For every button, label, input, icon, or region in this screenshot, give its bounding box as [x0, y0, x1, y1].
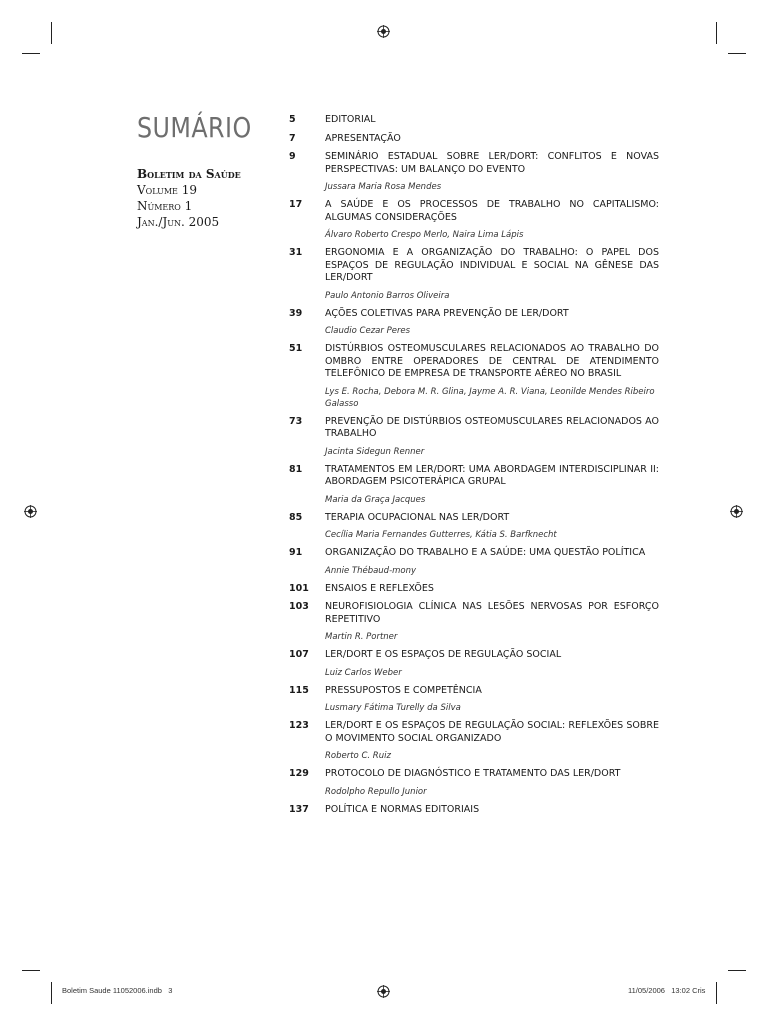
toc-page-number: 85	[289, 511, 303, 523]
publication-volume: Volume 19	[137, 183, 197, 197]
crop-mark-bottom-right-h	[728, 970, 746, 971]
toc-author: Claudio Cezar Peres	[325, 326, 411, 336]
toc-page-number: 123	[289, 720, 309, 731]
toc-title: SEMINÁRIO ESTADUAL SOBRE LER/DORT: CONFLITOS E NOVAS PERSPECTIVAS: UM BALANÇO DO EVENTO	[325, 151, 659, 175]
crop-mark-bottom-left-v	[51, 982, 52, 1004]
toc-author: Martin R. Portner	[325, 632, 398, 642]
table-of-contents	[289, 114, 659, 822]
crop-mark-top-left-v	[51, 22, 52, 44]
registration-mark-top-icon	[377, 25, 390, 38]
toc-page-number: 17	[289, 199, 303, 210]
toc-entry[interactable]	[289, 685, 659, 715]
toc-entry[interactable]	[289, 720, 659, 762]
toc-page-number: 9	[289, 151, 296, 162]
registration-mark-right-icon	[730, 505, 743, 518]
toc-author: Lys E. Rocha, Debora M. R. Glina, Jayme A. R. Viana, Leonilde Mendes Ribeiro Galasso	[325, 386, 655, 409]
toc-entry[interactable]	[289, 649, 659, 679]
toc-page-number: 101	[289, 582, 309, 594]
toc-entry[interactable]	[289, 547, 659, 577]
toc-title: TERAPIA OCUPACIONAL NAS LER/DORT	[325, 511, 510, 523]
toc-title: PROTOCOLO DE DIAGNÓSTICO E TRATAMENTO DAS LER/DORT	[325, 768, 621, 779]
toc-page-number: 91	[289, 547, 303, 558]
crop-mark-top-left-h	[22, 53, 40, 54]
toc-title: ERGONOMIA E A ORGANIZAÇÃO DO TRABALHO: O PAPEL DOS ESPAÇOS DE REGULAÇÃO INDIVIDUAL E SOCIAL NA GÊNESE DAS LER/DORT	[325, 247, 659, 283]
crop-mark-top-right-h	[728, 53, 746, 54]
publication-number: Número 1	[137, 199, 193, 213]
toc-page-number: 51	[289, 343, 303, 354]
toc-entry[interactable]	[289, 768, 659, 798]
toc-author: Álvaro Roberto Crespo Merlo, Naira Lima Lápis	[325, 230, 524, 240]
toc-entry[interactable]	[289, 199, 659, 241]
toc-entry[interactable]	[289, 416, 659, 458]
toc-title: LER/DORT E OS ESPAÇOS DE REGULAÇÃO SOCIAL	[325, 649, 562, 660]
toc-title: NEUROFISIOLOGIA CLÍNICA NAS LESÕES NERVOSAS POR ESFORÇO REPETITIVO	[325, 601, 659, 625]
toc-entry[interactable]	[289, 247, 659, 302]
toc-entry[interactable]	[289, 114, 659, 127]
toc-author: Jussara Maria Rosa Mendes	[325, 182, 442, 192]
toc-page-number: 39	[289, 307, 303, 319]
toc-title: AÇÕES COLETIVAS PARA PREVENÇÃO DE LER/DORT	[325, 307, 569, 319]
toc-author: Luiz Carlos Weber	[325, 667, 402, 678]
toc-author: Lusmary Fátima Turelly da Silva	[325, 703, 461, 713]
toc-title: A SAÚDE E OS PROCESSOS DE TRABALHO NO CAPITALISMO: ALGUMAS CONSIDERAÇÕES	[325, 199, 659, 223]
toc-entry[interactable]	[289, 601, 659, 643]
toc-author: Maria da Graça Jacques	[325, 494, 426, 505]
toc-author: Annie Thébaud-mony	[325, 565, 417, 576]
toc-title: EDITORIAL	[325, 114, 376, 125]
sidebar	[137, 110, 267, 230]
toc-page-number: 107	[289, 649, 309, 660]
toc-page-number: 103	[289, 601, 309, 612]
toc-title: POLÍTICA E NORMAS EDITORIAIS	[325, 803, 480, 815]
toc-entry[interactable]	[289, 512, 659, 542]
toc-title: ENSAIOS E REFLEXÕES	[325, 582, 434, 594]
toc-title: DISTÚRBIOS OSTEOMUSCULARES RELACIONADOS AO TRABALHO DO OMBRO ENTRE OPERADORES DE CENTRAL DE ATENDIMENTO TELEFÔNICO DE EMPRESA DE TRANSPORTE AÉREO NO BRASIL	[325, 343, 659, 379]
registration-mark-left-icon	[24, 505, 37, 518]
toc-page-number: 137	[289, 803, 309, 815]
toc-page-number: 81	[289, 463, 303, 475]
toc-entry[interactable]	[289, 464, 659, 506]
footer-file-slug: Boletim Saude 11052006.indb 3	[62, 986, 173, 995]
toc-author: Cecília Maria Fernandes Gutterres, Kátia S. Barfknecht	[325, 530, 557, 540]
toc-entry[interactable]	[289, 583, 659, 596]
footer-date-slug: 11/05/2006 13:02 Cris	[628, 986, 706, 995]
toc-title: LER/DORT E OS ESPAÇOS DE REGULAÇÃO SOCIAL: REFLEXÕES SOBRE O MOVIMENTO SOCIAL ORGANIZADO	[325, 720, 659, 744]
crop-mark-top-right-v	[716, 22, 717, 44]
toc-entry[interactable]	[289, 804, 659, 817]
toc-title: PREVENÇÃO DE DISTÚRBIOS OSTEOMUSCULARES RELACIONADOS AO TRABALHO	[325, 415, 659, 439]
toc-entry[interactable]	[289, 343, 659, 410]
toc-author: Rodolpho Repullo Junior	[325, 786, 427, 797]
toc-page-number: 31	[289, 247, 303, 258]
toc-author: Jacinta Sidegun Renner	[325, 446, 425, 457]
toc-page-number: 129	[289, 768, 309, 779]
toc-author: Paulo Antonio Barros Oliveira	[325, 290, 450, 301]
toc-author: Roberto C. Ruiz	[325, 751, 391, 761]
toc-entry[interactable]	[289, 133, 659, 146]
toc-page-number: 115	[289, 684, 309, 696]
crop-mark-bottom-left-h	[22, 970, 40, 971]
toc-title: APRESENTAÇÃO	[325, 132, 401, 144]
toc-page-number: 73	[289, 415, 303, 427]
toc-title: TRATAMENTOS EM LER/DORT: UMA ABORDAGEM INTERDISCIPLINAR II: ABORDAGEM PSICOTERÁPICA GRUPAL	[325, 463, 659, 487]
publication-period: Jan./Jun. 2005	[137, 215, 220, 229]
toc-page-number: 5	[289, 114, 296, 125]
publication-name: Boletim da Saúde	[137, 167, 241, 181]
publication-info	[137, 166, 267, 230]
registration-mark-bottom-icon	[377, 985, 390, 998]
toc-title: PRESSUPOSTOS E COMPETÊNCIA	[325, 684, 482, 696]
toc-page-number: 7	[289, 132, 296, 144]
toc-entry[interactable]	[289, 151, 659, 193]
toc-title: ORGANIZAÇÃO DO TRABALHO E A SAÚDE: UMA QUESTÃO POLÍTICA	[325, 547, 646, 558]
crop-mark-bottom-right-v	[716, 982, 717, 1004]
toc-entry[interactable]	[289, 308, 659, 338]
page-title: SUMÁRIO	[137, 111, 252, 144]
